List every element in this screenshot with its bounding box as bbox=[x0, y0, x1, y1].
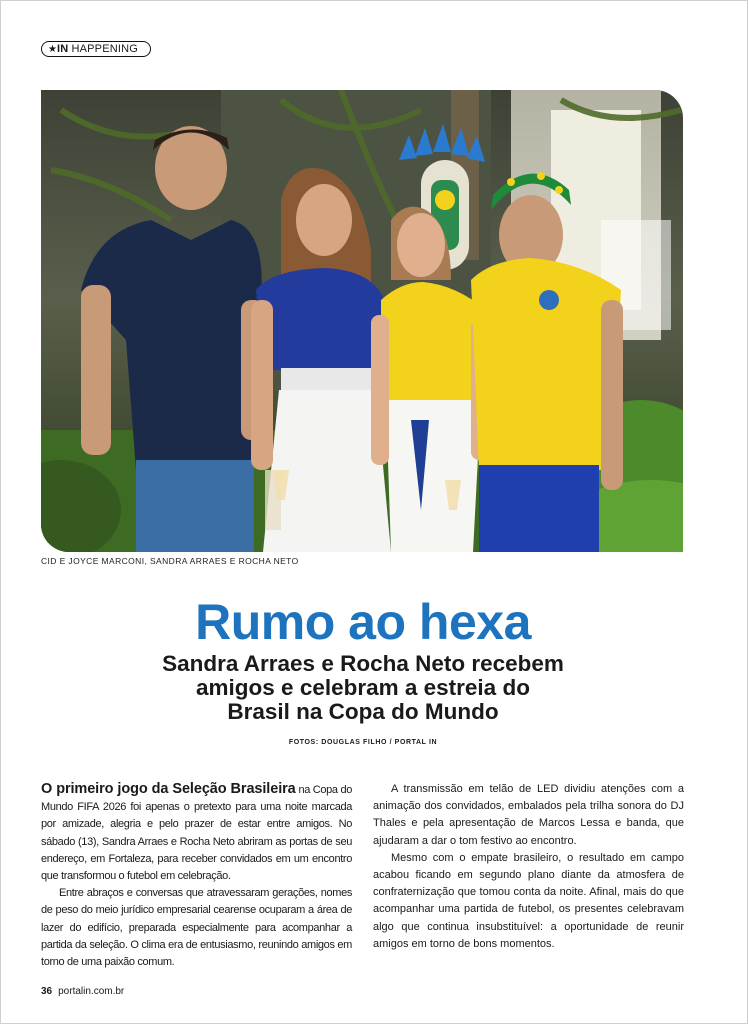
lead-text: O primeiro jogo da Seleção Brasileira bbox=[41, 781, 296, 797]
paragraph-2: Entre abraços e conversas que atravessaram gerações, nomes de peso do meio jurídico empresarial cearense ocuparam a área de lazer do edifício, preparada especialmente para acompanhar a partida da seleção. O clima era de entusiasmo, reunindo amigos em torno de uma paixão comum. bbox=[41, 887, 352, 969]
article-column-left bbox=[41, 781, 352, 971]
photo-caption: CID E JOYCE MARCONI, SANDRA ARRAES E ROCHA NETO bbox=[41, 556, 299, 566]
section-tag bbox=[41, 41, 151, 57]
paragraph-1-text: na Copa do Mundo FIFA 2026 foi apenas o pretexto para uma noite marcada por amizade, alegria e pelo prazer de estar entre amigos. No sábado (13), Sandra Arraes e Rocha Neto abriram as portas de seu endereço, em Fortaleza, para receber convidados em um encontro que transformou o futebol em celebração. bbox=[41, 784, 353, 883]
subheadline-line: Sandra Arraes e Rocha Neto recebem bbox=[162, 651, 564, 676]
article-column-right bbox=[373, 781, 684, 953]
page-footer bbox=[41, 986, 124, 997]
section-name: HAPPENING bbox=[71, 43, 139, 55]
subheadline-line: Brasil na Copa do Mundo bbox=[227, 699, 499, 724]
subheadline bbox=[90, 652, 636, 724]
event-photo bbox=[41, 90, 683, 552]
headline: Rumo ao hexa bbox=[195, 594, 531, 650]
section-brand: IN bbox=[56, 43, 69, 55]
star-icon: ★ bbox=[48, 44, 57, 55]
photo-credit: FOTOS: DOUGLAS FILHO / PORTAL IN bbox=[288, 739, 438, 746]
subheadline-line: amigos e celebram a estreia do bbox=[196, 675, 530, 700]
paragraph-4: Mesmo com o empate brasileiro, o resultado em campo acabou ficando em segundo plano diante da atmosfera de confraternização que tomou conta da noite. Afinal, mais do que acompanhar uma partida de futebol, os presentes celebravam algo que continua insubstituível: a oportunidade de reunir amigos em torno de bons momentos. bbox=[373, 851, 684, 950]
page-number: 36 bbox=[41, 986, 53, 997]
paragraph-1 bbox=[41, 781, 352, 885]
paragraph-3: A transmissão em telão de LED dividiu atenções com a animação dos convidados, embalados pela trilha sonora do DJ Thales e pela apresentação de Marcos Lessa e banda, que ajudaram a dar o tom festivo ao encontro. bbox=[373, 783, 684, 847]
site-url: portalin.com.br bbox=[58, 986, 125, 997]
